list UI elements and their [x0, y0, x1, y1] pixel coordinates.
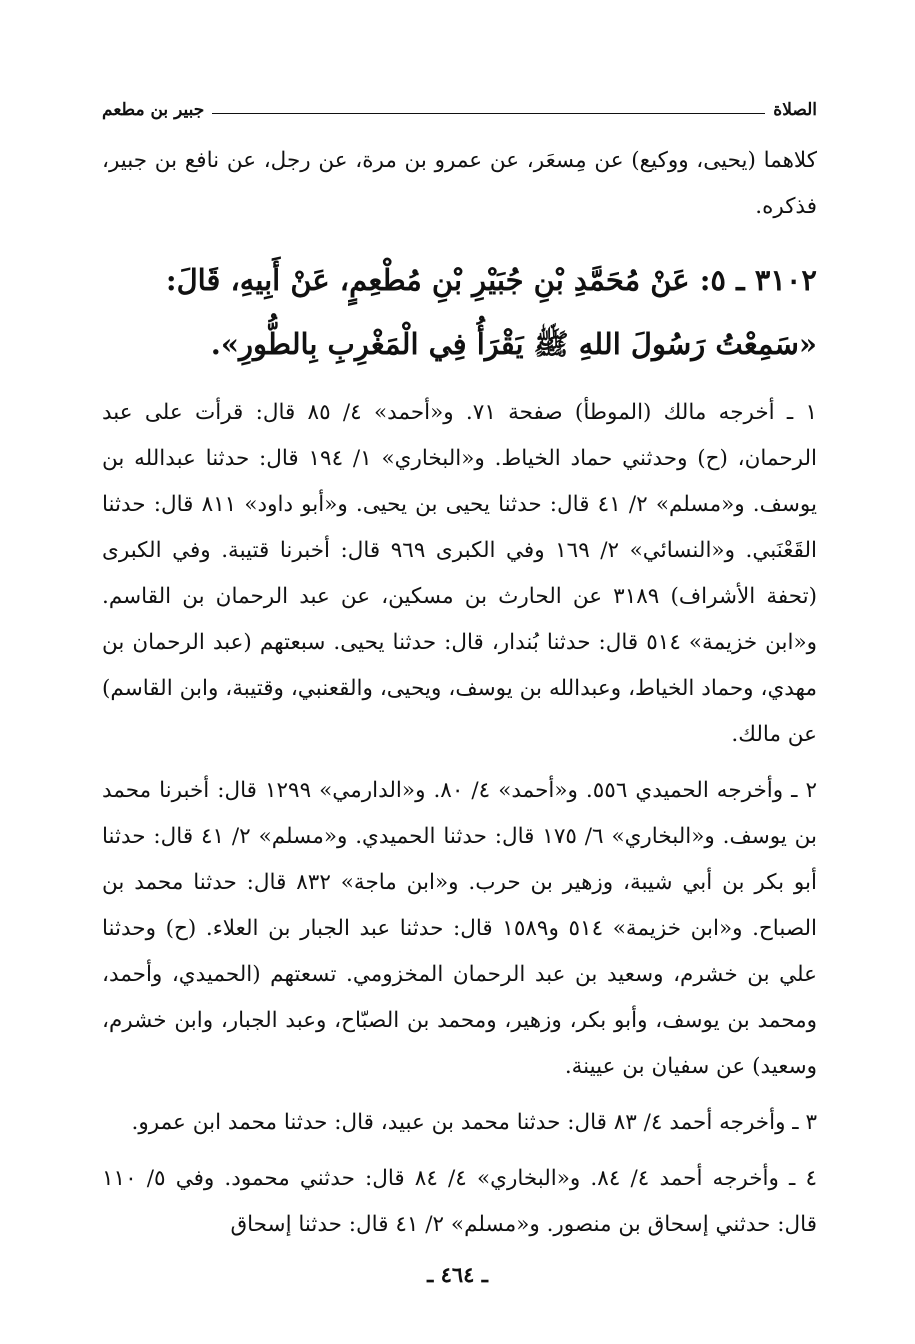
note-paragraph-2: ٢ ـ وأخرجه الحميدي ٥٥٦. و«أحمد» ٤/ ٨٠. و«الدارمي» ١٢٩٩ قال: أخبرنا محمد بن يوسف. و«البخاري» ٦/ ١٧٥ قال: حدثنا الحميدي. و«مسلم» ٢/ ٤١ قال: حدثنا أبو بكر بن أبي شيبة، وزهير بن حرب. و«ابن ماجة» ٨٣٢ قال: حدثنا محمد بن الصباح. و«ابن خزيمة» ٥١٤ و١٥٨٩ قال: حدثنا عبد الجبار بن العلاء. (ح) وحدثنا علي بن خشرم، وسعيد بن عبد الرحمان المخزومي. تسعتهم (الحميدي، وأحمد، ومحمد بن يوسف، وأبو بكر، وزهير، ومحمد بن الصبّاح، وعبد الجبار، وابن خشرم، وسعيد) عن سفيان بن عيينة.	[102, 778, 818, 1079]
hadith-text	[102, 248, 817, 376]
note-paragraph-3: ٣ ـ وأخرجه أحمد ٤/ ٨٣ قال: حدثنا محمد بن عبيد، قال: حدثنا محمد ابن عمرو.	[131, 1110, 817, 1135]
page-number: ـ ٤٦٤ ـ	[427, 1262, 488, 1287]
note-paragraph-4: ٤ ـ وأخرجه أحمد ٤/ ٨٤. و«البخاري» ٤/ ٨٤ قال: حدثني محمود. وفي ٥/ ١١٠ قال: حدثني إسحاق بن منصور. و«مسلم» ٢/ ٤١ قال: حدثنا إسحاق	[102, 1166, 817, 1237]
header-rule	[212, 113, 765, 114]
takhrij-notes	[102, 390, 817, 1248]
note-paragraph-1: ١ ـ أخرجه مالك (الموطأ) صفحة ٧١. و«أحمد» ٤/ ٨٥ قال: قرأت على عبد الرحمان، (ح) وحدثني حماد الخياط. و«البخاري» ١/ ١٩٤ قال: حدثنا عبدالله بن يوسف. و«مسلم» ٢/ ٤١ قال: حدثنا يحيى بن يحيى. و«أبو داود» ٨١١ قال: حدثنا القَعْنَبي. و«النسائي» ٢/ ١٦٩ وفي الكبرى ٩٦٩ قال: أخبرنا قتيبة. وفي الكبرى (تحفة الأشراف) ٣١٨٩ عن الحارث بن مسكين، عن عبد الرحمان بن القاسم. و«ابن خزيمة» ٥١٤ قال: حدثنا بُندار، قال: حدثنا يحيى. سبعتهم (عبد الرحمان بن مهدي، وحماد الخياط، وعبدالله بن يوسف، ويحيى، والقعنبي، وقتيبة، وابن القاسم) عن مالك.	[102, 400, 818, 747]
hadith-line-1: ٣١٠٢ ـ ٥: عَنْ مُحَمَّدِ بْنِ جُبَيْرِ بْنِ مُطْعِمٍ، عَنْ أَبِيهِ، قَالَ:	[165, 263, 817, 297]
header-chapter: الصلاة	[773, 100, 817, 120]
header-narrator: جبير بن مطعم	[102, 100, 205, 120]
hadith-line-2: «سَمِعْتُ رَسُولَ اللهِ ﷺ يَقْرَأُ فِي الْمَغْرِبِ بِالطُّورِ».	[210, 327, 817, 361]
running-header	[102, 86, 817, 120]
intro-paragraph: كلاهما (يحيى، ووكيع) عن مِسعَر، عن عمرو بن مرة، عن رجل، عن نافع بن جبير، فذكره.	[102, 148, 817, 219]
